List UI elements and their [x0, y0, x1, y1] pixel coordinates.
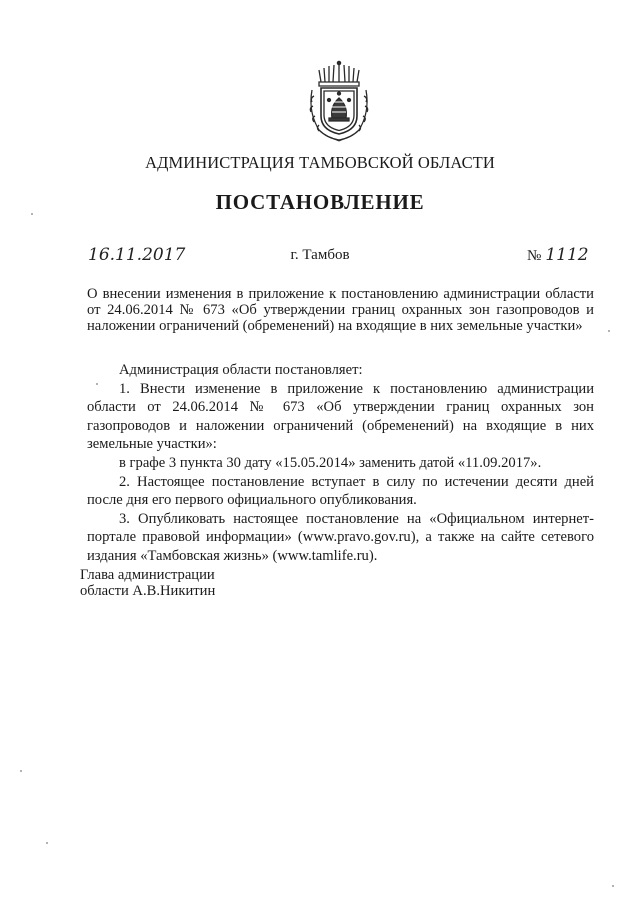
body-preamble: Администрация области постановляет: — [119, 362, 363, 378]
body-item-3: 3. Опубликовать настоящее постановление на «Официальном интернет-портале правовой информации» (www.pravo.gov.ru), а также на сайте сетевого издания «Тамбовская жизнь» (www.tamlife.ru). — [87, 510, 594, 564]
number-label: № — [527, 248, 542, 264]
scan-speck — [612, 885, 614, 887]
signature-position: Глава администрации — [80, 567, 215, 583]
signature-block — [80, 568, 215, 599]
document-number — [527, 245, 589, 265]
scan-speck — [20, 770, 22, 772]
document-body — [87, 361, 594, 566]
scan-speck — [46, 842, 48, 844]
scan-speck — [608, 330, 610, 332]
scan-speck — [31, 213, 33, 215]
body-item-1-sub: в графе 3 пункта 30 дату «15.05.2014» заменить датой «11.09.2017». — [119, 454, 542, 471]
organization-title: АДМИНИСТРАЦИЯ ТАМБОВСКОЙ ОБЛАСТИ — [145, 153, 495, 172]
signature-name: области А.В.Никитин — [80, 582, 216, 599]
body-item-2: 2. Настоящее постановление вступает в силу по истечении десяти дней после дня его первого официального опубликования. — [87, 473, 594, 509]
document-city: г. Тамбов — [290, 247, 350, 263]
document-date: 16.11.2017 — [88, 245, 186, 265]
document-subject: О внесении изменения в приложение к постановлению администрации области от 24.06.2014 № 673 «Об утверждении границ охранных зон газопроводов и наложении ограничений (обременений) на входящие в них земельные участки» — [87, 286, 594, 334]
body-item-1: 1. Внести изменение в приложение к постановлению администрации области от 24.06.2014 № 673 «Об утверждении границ охранных зон газопроводов и наложении ограничений (обременений) на входящие в них земельные участки»: — [87, 380, 594, 453]
coat-of-arms-icon — [305, 60, 373, 142]
scan-speck — [96, 383, 98, 385]
document-type-heading: ПОСТАНОВЛЕНИЕ — [215, 190, 425, 214]
number-value: 1112 — [545, 245, 589, 265]
